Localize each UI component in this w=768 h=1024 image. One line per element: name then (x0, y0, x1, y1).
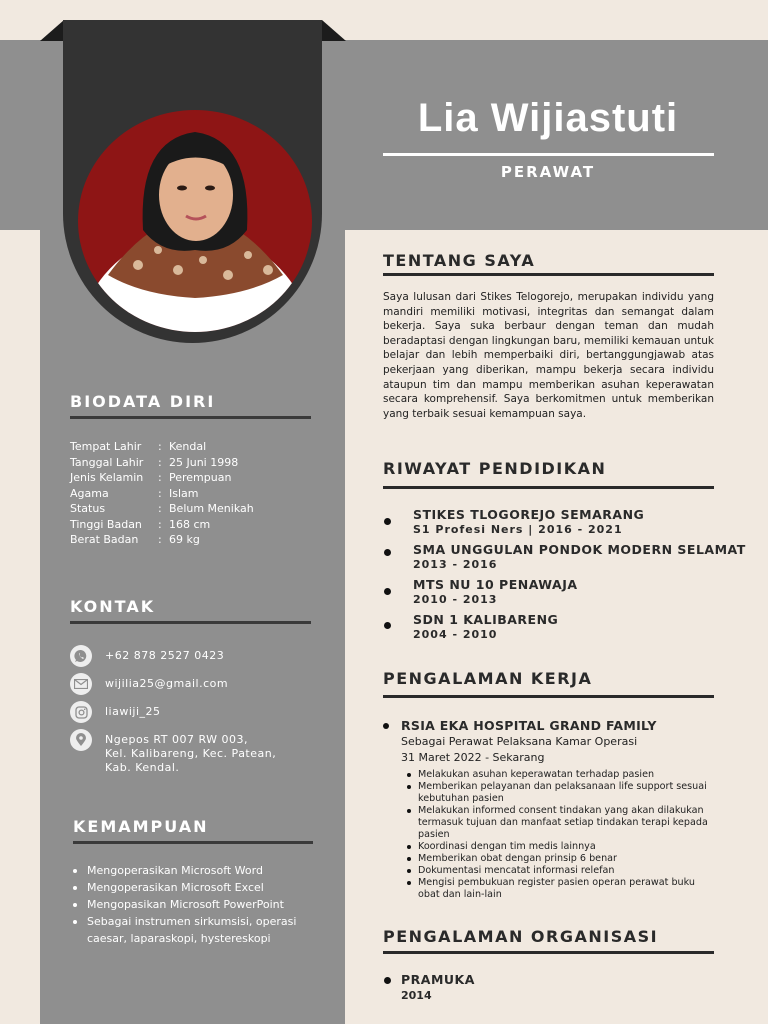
bio-row (70, 486, 254, 502)
education-heading: RIWAYAT PENDIDIKAN (383, 459, 607, 478)
bio-label: Status (70, 502, 106, 515)
address-line: Kel. Kalibareng, Kec. Patean, (105, 747, 277, 760)
duty-item: Memberikan pelayanan dan pelaksanaan life support sesuai kebutuhan pasien (418, 781, 718, 805)
job-title: PERAWAT (500, 163, 596, 181)
company-name: RSIA EKA HOSPITAL GRAND FAMILY (401, 718, 657, 733)
experience-divider (383, 695, 714, 698)
organization-heading: PENGALAMAN ORGANISASI (383, 927, 659, 946)
bullet-dot (384, 518, 391, 525)
bio-label: Tinggi Badan (70, 517, 142, 531)
education-divider (383, 486, 714, 489)
school-name: STIKES TLOGOREJO SEMARANG (413, 507, 645, 522)
contact-email[interactable] (70, 673, 228, 695)
ribbon-fold-left (40, 20, 64, 41)
instagram-icon (70, 701, 92, 723)
duty-item: Memberikan obat dengan prinsip 6 benar (418, 853, 718, 865)
bio-label: Agama (70, 486, 109, 500)
skills-divider (73, 841, 313, 844)
bio-sep: : (158, 455, 162, 469)
bio-value: Islam (169, 486, 199, 500)
ribbon-fold-right (322, 20, 346, 41)
phone-number: +62 878 2527 0423 (105, 649, 225, 662)
contact-heading: KONTAK (70, 597, 156, 616)
school-name: SDN 1 KALIBARENG (413, 612, 559, 627)
profile-photo (78, 110, 312, 332)
biodata-divider (70, 416, 311, 419)
skill-item: Mengopasikan Microsoft PowerPoint (72, 896, 322, 913)
bio-row (70, 501, 254, 517)
experience-heading: PENGALAMAN KERJA (383, 669, 593, 688)
school-period: 2010 - 2013 (413, 593, 498, 606)
bio-sep: : (158, 486, 162, 500)
job-period: 31 Maret 2022 - Sekarang (401, 751, 545, 764)
portrait-illustration (78, 110, 312, 332)
contact-instagram[interactable] (70, 701, 161, 723)
bio-row (70, 517, 254, 533)
address-line: Ngepos RT 007 RW 003, (105, 733, 249, 746)
organization-name: PRAMUKA (401, 972, 475, 987)
school-period: 2004 - 2010 (413, 628, 498, 641)
mail-icon (70, 673, 92, 695)
contact-divider (70, 621, 311, 624)
bio-value: 25 Juni 1998 (169, 455, 239, 469)
email-address: wijilia25@gmail.com (105, 677, 229, 690)
instagram-handle: liawiji_25 (105, 705, 161, 718)
bio-sep: : (158, 471, 162, 484)
school-period: S1 Profesi Ners | 2016 - 2021 (413, 523, 623, 536)
duty-item: Koordinasi dengan tim medis lainnya (418, 841, 718, 853)
bio-label: Tempat Lahir (70, 440, 142, 453)
school-name: MTS NU 10 PENAWAJA (413, 577, 578, 592)
bio-value: Belum Menikah (169, 502, 254, 515)
location-icon (70, 729, 92, 751)
duties-list (418, 769, 718, 901)
bio-sep: : (158, 533, 162, 546)
person-name: Lia Wijiastuti (417, 96, 679, 140)
about-divider (383, 273, 714, 276)
bio-sep: : (158, 502, 162, 515)
bio-value: 168 cm (169, 517, 211, 531)
bio-label: Berat Badan (70, 533, 139, 546)
organization-year: 2014 (401, 989, 432, 1002)
duty-item: Melakukan asuhan keperawatan terhadap pasien (418, 769, 718, 781)
bio-value: Perempuan (169, 471, 232, 484)
bio-label: Tanggal Lahir (70, 455, 144, 469)
bio-row (70, 439, 254, 455)
bio-row (70, 532, 254, 548)
bio-value: 69 kg (169, 533, 200, 546)
bio-sep: : (158, 517, 162, 531)
bullet-dot (384, 622, 391, 629)
bio-sep: : (158, 440, 162, 453)
duty-item: Mengisi pembukuan register pasien operan perawat buku obat dan lain-lain (418, 877, 718, 901)
bullet-dot (384, 977, 391, 984)
bullet-dot (383, 723, 389, 729)
bio-row (70, 455, 254, 471)
bio-row (70, 470, 254, 486)
duty-item: Melakukan informed consent tindakan yang akan dilakukan termasuk tujuan dan manfaat setiap tindakan terapi kepada pasien (418, 805, 718, 841)
address-line: Kab. Kendal. (105, 761, 180, 774)
duty-item: Dokumentasi mencatat informasi relefan (418, 865, 718, 877)
about-heading: TENTANG SAYA (383, 251, 536, 270)
biodata-table (70, 439, 254, 548)
left-margin (0, 230, 40, 1024)
bio-value: Kendal (169, 440, 207, 453)
about-text: Saya lulusan dari Stikes Telogorejo, merupakan individu yang mandiri memiliki motivasi, integritas dan semangat dalam bekerja. Saya suka berbaur dengan teman dan mudah beradaptasi dengan lingkungan baru, memiliki kemauan untuk belajar dan lebih memperbaiki diri, bertanggungjawab atas pekerjaan yang diberikan, mampu bekerja secara individu ataupun tim dan mampu memberikan asuhan keperawatan secara komprehensif. Saya berkomitmen untuk memberikan yang terbaik sesuai kemampuan saya. (383, 291, 714, 420)
biodata-heading: BIODATA DIRI (70, 392, 216, 411)
whatsapp-icon (70, 645, 92, 667)
skill-item: Sebagai instrumen sirkumsisi, operasi caesar, laparaskopi, hystereskopi (72, 913, 322, 947)
skills-heading: KEMAMPUAN (73, 817, 209, 836)
organization-divider (383, 951, 714, 954)
bio-label: Jenis Kelamin (70, 471, 144, 484)
school-name: SMA UNGGULAN PONDOK MODERN SELAMAT (413, 542, 746, 557)
skill-item: Mengoperasikan Microsoft Word (72, 862, 322, 879)
school-period: 2013 - 2016 (413, 558, 498, 571)
bullet-dot (384, 588, 391, 595)
contact-address (70, 729, 276, 775)
contact-phone[interactable] (70, 645, 224, 667)
skill-item: Mengoperasikan Microsoft Excel (72, 879, 322, 896)
skills-list (72, 862, 322, 947)
bullet-dot (384, 549, 391, 556)
address-text (105, 729, 276, 775)
job-role: Sebagai Perawat Pelaksana Kamar Operasi (401, 735, 638, 748)
name-divider (383, 153, 714, 156)
